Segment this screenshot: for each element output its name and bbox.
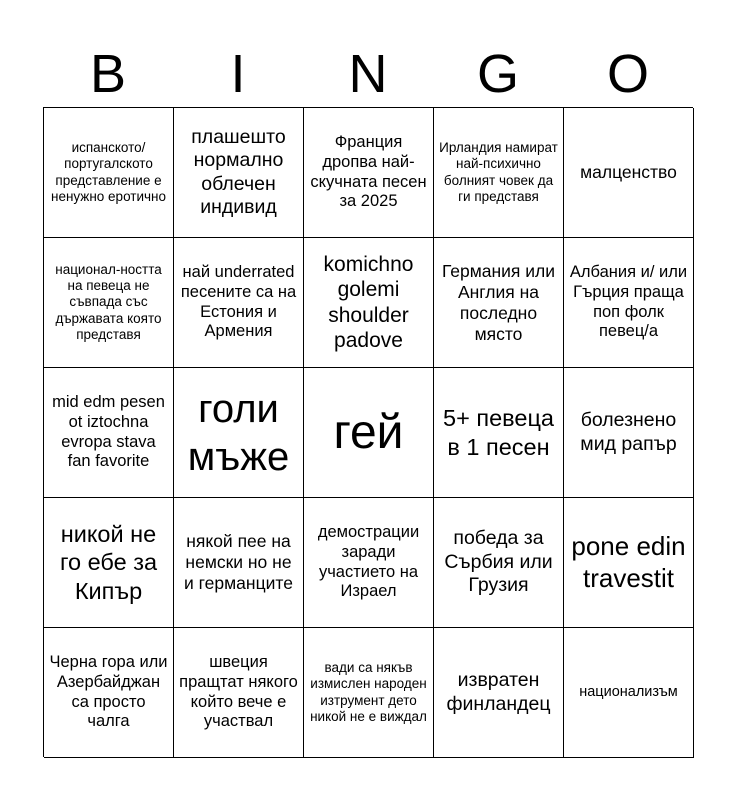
bingo-cell-text: болезнено мид рапър	[580, 409, 677, 455]
bingo-cell-text: Ирландия намират най-психично болният човек да ги представя	[439, 140, 558, 204]
header-letter-g: G	[476, 44, 519, 104]
bingo-cell-r1-c2[interactable]	[174, 108, 304, 238]
bingo-cell-text: най underrated песените са на Естония и Армения	[180, 262, 297, 341]
bingo-cell-r5-c3[interactable]	[304, 628, 434, 758]
bingo-cell-r2-c4[interactable]	[434, 238, 564, 368]
bingo-cell-r3-c1[interactable]	[44, 368, 174, 498]
bingo-cell-text: малценство	[580, 162, 677, 182]
bingo-cell-text: национализъм	[579, 683, 678, 700]
bingo-cell-r2-c2[interactable]	[174, 238, 304, 368]
bingo-cell-text: плашешто нормално облечен индивид	[191, 125, 286, 218]
bingo-header	[43, 40, 693, 108]
bingo-cell-r2-c1[interactable]	[44, 238, 174, 368]
bingo-cell-text: швеция пращтат някого който вече е участвал	[179, 652, 298, 731]
bingo-cell-text: komichno golemi shoulder padove	[323, 253, 414, 352]
bingo-cell-r2-c5[interactable]	[564, 238, 694, 368]
bingo-cell-text: извратен финландец	[446, 669, 551, 715]
bingo-cell-r2-c3[interactable]	[304, 238, 434, 368]
bingo-cell-text: 5+ певеца в 1 песен	[443, 405, 554, 460]
bingo-cell-r1-c5[interactable]	[564, 108, 694, 238]
bingo-cell-r1-c4[interactable]	[434, 108, 564, 238]
bingo-cell-text: Франция дропва най-скучната песен за 2025	[310, 132, 427, 211]
bingo-cell-r5-c4[interactable]	[434, 628, 564, 758]
bingo-cell-r5-c2[interactable]	[174, 628, 304, 758]
header-letter-n: N	[348, 44, 388, 104]
bingo-cell-r1-c1[interactable]	[44, 108, 174, 238]
bingo-cell-text: mid edm pesen ot iztochna evropa stava fan favorite	[52, 392, 165, 471]
bingo-cell-text: испанското/ португалското представление е ненужно еротично	[50, 140, 166, 204]
bingo-cell-free[interactable]	[304, 368, 434, 498]
bingo-cell-text: някой пее на немски но не и германците	[184, 531, 293, 593]
header-letter-o: O	[606, 44, 649, 104]
bingo-cell-r1-c3[interactable]	[304, 108, 434, 238]
bingo-cell-r3-c4[interactable]	[434, 368, 564, 498]
bingo-cell-text: вади са някъв измислен народен изтрумент дето никой не е виждал	[310, 660, 427, 724]
bingo-cell-text: никой не го ебе за Кипър	[59, 521, 158, 604]
bingo-cell-r3-c5[interactable]	[564, 368, 694, 498]
bingo-cell-text: гей	[333, 405, 404, 459]
bingo-cell-r4-c2[interactable]	[174, 498, 304, 628]
bingo-cell-text: Албания и/ или Гърция праща поп фолк певец/а	[569, 262, 688, 341]
header-letter-i: I	[230, 44, 246, 104]
bingo-cell-text: национал-ността на певеца не съвпада със държавата която представя	[55, 262, 162, 342]
bingo-cell-r3-c2[interactable]	[174, 368, 304, 498]
bingo-cell-r4-c1[interactable]	[44, 498, 174, 628]
bingo-cell-text: Черна гора или Азербайджан са просто чалга	[49, 652, 168, 731]
bingo-cell-r4-c3[interactable]	[304, 498, 434, 628]
bingo-card	[43, 107, 693, 757]
bingo-cell-r5-c1[interactable]	[44, 628, 174, 758]
bingo-cell-r4-c5[interactable]	[564, 498, 694, 628]
bingo-cell-text: pone edin travestit	[571, 531, 686, 593]
bingo-cell-r5-c5[interactable]	[564, 628, 694, 758]
bingo-cell-text: голи мъже	[187, 386, 290, 479]
bingo-cell-text: Германия или Англия на последно място	[441, 260, 556, 344]
header-letter-b: B	[89, 44, 127, 104]
bingo-cell-text: победа за Сърбия или Грузия	[444, 527, 553, 597]
bingo-cell-r4-c4[interactable]	[434, 498, 564, 628]
bingo-cell-text: демострации заради участието на Израел	[317, 522, 420, 601]
